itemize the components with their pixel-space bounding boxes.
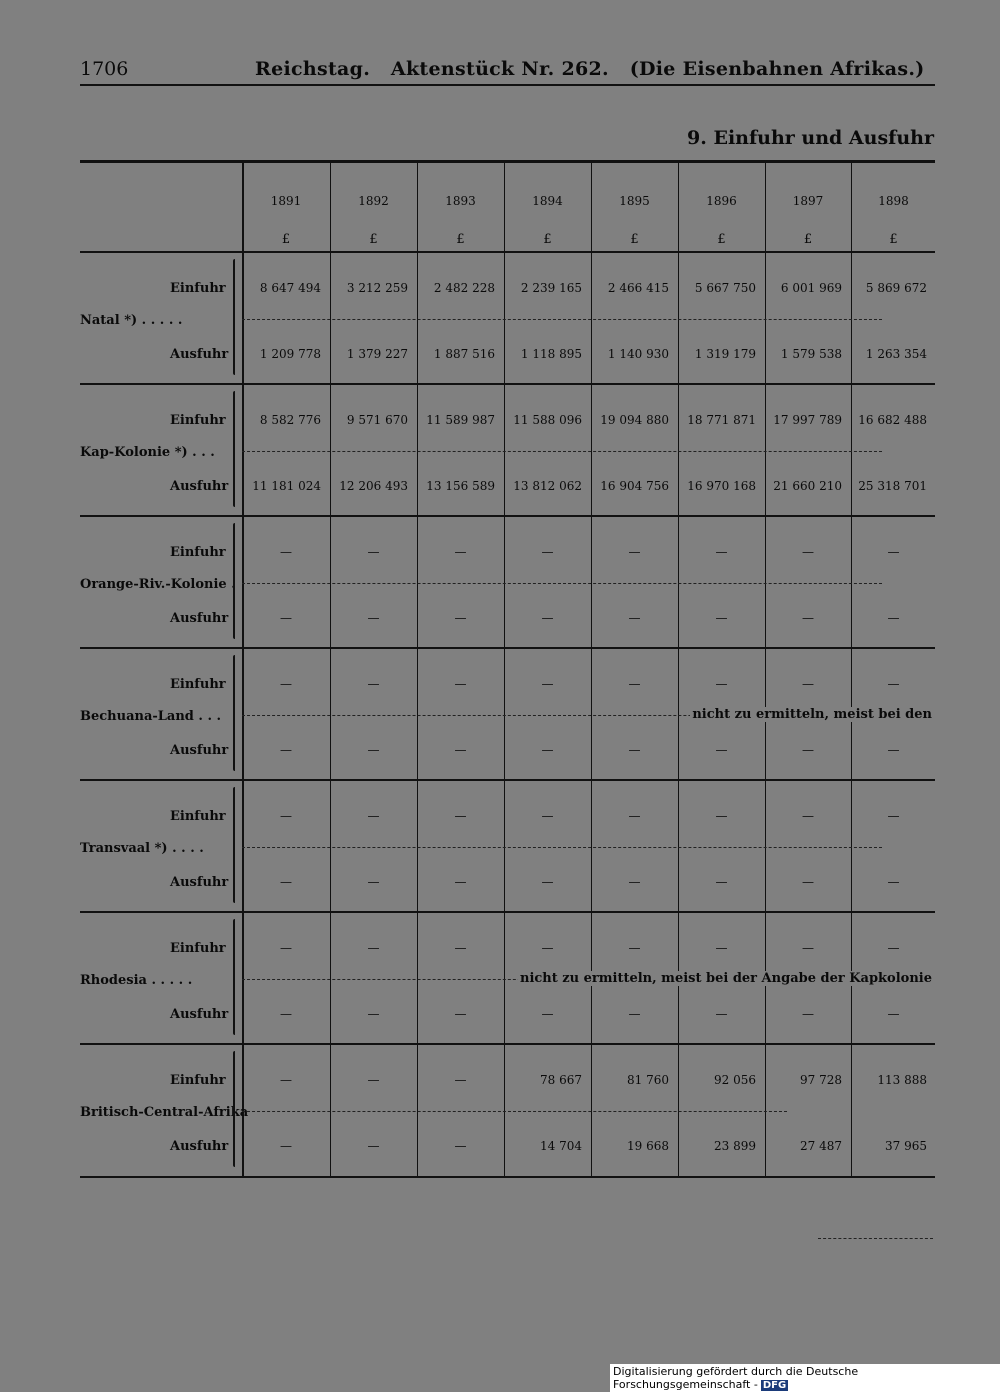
import-label: Einfuhr (170, 413, 226, 428)
import-value: — (628, 809, 641, 823)
export-label: Ausfuhr (170, 479, 229, 494)
import-value: — (628, 677, 641, 691)
import-value: 97 728 (800, 1073, 842, 1087)
import-value: — (802, 677, 814, 691)
leader-dashes (242, 583, 882, 584)
column-divider (591, 162, 592, 1176)
export-value: — (887, 875, 900, 889)
country-label: Kap-Kolonie *) . . . (80, 445, 215, 460)
header-rule (80, 84, 935, 86)
row-brace (233, 1051, 235, 1167)
closing-rule (818, 1238, 933, 1239)
export-value: 14 704 (540, 1139, 582, 1153)
import-value: — (454, 1073, 467, 1087)
footer-credit (610, 1364, 1000, 1392)
export-value: — (715, 743, 728, 757)
year-header: 1896 (706, 194, 737, 208)
import-value: 2 482 228 (433, 281, 495, 295)
import-value: — (887, 545, 900, 559)
import-value: 5 869 672 (865, 281, 927, 295)
dfg-logo: DFG (762, 1380, 787, 1391)
row-brace (233, 391, 235, 507)
import-value: — (280, 1073, 292, 1087)
year-header: 1894 (532, 194, 563, 208)
country-label: Bechuana-Land . . . (80, 709, 222, 724)
export-value: — (715, 1007, 728, 1021)
import-value: 11 588 096 (513, 413, 582, 427)
import-value: 2 239 165 (520, 281, 582, 295)
import-value: — (541, 677, 554, 691)
currency-unit: £ (456, 232, 465, 247)
export-value: — (367, 1007, 380, 1021)
export-value: 16 904 756 (600, 479, 669, 493)
export-value: 1 579 538 (780, 347, 842, 361)
country-label: Transvaal *) . . . . (80, 841, 204, 856)
export-value: 1 887 516 (433, 347, 495, 361)
import-label: Einfuhr (170, 809, 226, 824)
import-label: Einfuhr (170, 281, 226, 296)
footnote-text: nicht zu ermitteln, meist bei den (692, 707, 932, 722)
country-label: Rhodesia . . . . . (80, 973, 193, 988)
export-value: — (887, 1007, 900, 1021)
footer-text: Digitalisierung gefördert durch die Deutsche Forschungsgemeinschaft - (613, 1365, 859, 1391)
export-value: — (541, 875, 554, 889)
import-value: — (280, 809, 292, 823)
export-value: — (280, 743, 292, 757)
leader-dashes (242, 319, 882, 320)
country-label: Natal *) . . . . . (80, 313, 183, 328)
export-value: 1 140 930 (607, 347, 669, 361)
column-divider (330, 162, 331, 1176)
import-value: 6 001 969 (780, 281, 842, 295)
export-value: 13 156 589 (426, 479, 495, 493)
page-number: 1706 (80, 58, 129, 80)
group-divider (80, 383, 935, 385)
import-value: 92 056 (714, 1073, 756, 1087)
import-value: 11 589 987 (426, 413, 495, 427)
currency-unit: £ (889, 232, 898, 247)
export-value: — (454, 743, 467, 757)
export-value: — (454, 875, 467, 889)
export-value: — (802, 875, 814, 889)
export-value: — (541, 743, 554, 757)
export-value: 27 487 (800, 1139, 842, 1153)
export-value: 1 263 354 (865, 347, 927, 361)
import-value: — (887, 941, 900, 955)
currency-unit: £ (630, 232, 639, 247)
import-value: 5 667 750 (694, 281, 756, 295)
import-value: — (802, 941, 814, 955)
export-label: Ausfuhr (170, 611, 229, 626)
export-value: 25 318 701 (858, 479, 927, 493)
year-header: 1892 (358, 194, 389, 208)
currency-unit: £ (717, 232, 726, 247)
export-value: — (367, 743, 380, 757)
export-value: — (802, 1007, 814, 1021)
column-divider (765, 162, 766, 1176)
export-value: — (454, 611, 467, 625)
column-divider (504, 162, 505, 1176)
section-title: 9. Einfuhr und Ausfuhr (687, 127, 934, 149)
export-label: Ausfuhr (170, 347, 229, 362)
export-value: — (367, 875, 380, 889)
year-header: 1895 (619, 194, 650, 208)
import-value: — (454, 941, 467, 955)
export-value: — (628, 875, 641, 889)
export-value: — (715, 875, 728, 889)
export-value: — (887, 743, 900, 757)
import-value: — (715, 941, 728, 955)
export-value: 1 379 227 (346, 347, 408, 361)
import-value: 8 582 776 (259, 413, 321, 427)
export-label: Ausfuhr (170, 743, 229, 758)
row-brace (233, 259, 235, 375)
import-value: 2 466 415 (607, 281, 669, 295)
import-value: — (367, 545, 380, 559)
export-value: — (541, 1007, 554, 1021)
export-value: — (802, 743, 814, 757)
leader-dashes (242, 1111, 787, 1112)
export-value: — (454, 1007, 467, 1021)
export-value: 1 118 895 (520, 347, 582, 361)
import-value: — (887, 809, 900, 823)
import-value: — (280, 941, 292, 955)
import-label: Einfuhr (170, 545, 226, 560)
import-value: 78 667 (540, 1073, 582, 1087)
import-value: 81 760 (627, 1073, 669, 1087)
column-divider (851, 162, 852, 1176)
export-value: — (887, 611, 900, 625)
import-value: 16 682 488 (858, 413, 927, 427)
export-value: 23 899 (714, 1139, 756, 1153)
year-header: 1891 (270, 194, 302, 208)
export-value: — (280, 1139, 292, 1153)
export-label: Ausfuhr (170, 1007, 229, 1022)
export-value: 12 206 493 (339, 479, 408, 493)
leader-dashes (242, 847, 882, 848)
import-value: 8 647 494 (259, 281, 321, 295)
import-value: — (367, 941, 380, 955)
column-divider (242, 162, 244, 1176)
row-brace (233, 523, 235, 639)
country-label: Britisch-Central-Afrika (80, 1105, 249, 1120)
import-value: 9 571 670 (346, 413, 408, 427)
export-value: 1 209 778 (259, 347, 321, 361)
import-value: — (367, 809, 380, 823)
row-brace (233, 655, 235, 771)
export-value: — (280, 611, 292, 625)
export-value: 11 181 024 (252, 479, 321, 493)
import-value: 17 997 789 (773, 413, 842, 427)
export-value: — (454, 1139, 467, 1153)
year-header: 1897 (792, 194, 824, 208)
running-title: Reichstag. Aktenstück Nr. 262. (Die Eisenbahnen Afrikas.) (255, 58, 925, 80)
leader-dashes (242, 451, 882, 452)
import-label: Einfuhr (170, 677, 226, 692)
import-value: — (454, 677, 467, 691)
group-divider (80, 515, 935, 517)
group-divider (80, 779, 935, 781)
import-value: — (715, 809, 728, 823)
column-divider (678, 162, 679, 1176)
import-value: — (887, 677, 900, 691)
export-value: 13 812 062 (513, 479, 582, 493)
row-brace (233, 919, 235, 1035)
export-value: 37 965 (885, 1139, 927, 1153)
export-value: — (367, 611, 380, 625)
import-value: — (280, 545, 292, 559)
header-divider (80, 251, 935, 253)
country-label: Orange-Riv.-Kolonie . (80, 577, 236, 592)
import-value: — (541, 545, 554, 559)
group-divider (80, 911, 935, 913)
import-value: — (802, 809, 814, 823)
import-value: 18 771 871 (687, 413, 756, 427)
column-divider (417, 162, 418, 1176)
footnote-text: nicht zu ermitteln, meist bei der Angabe der Kapkolonie (520, 971, 932, 986)
export-value: 1 319 179 (694, 347, 756, 361)
currency-unit: £ (803, 232, 813, 247)
export-value: — (715, 611, 728, 625)
export-value: — (280, 1007, 292, 1021)
table-top-rule (80, 160, 935, 163)
import-value: 19 094 880 (600, 413, 669, 427)
export-value: 19 668 (627, 1139, 669, 1153)
import-label: Einfuhr (170, 1073, 226, 1088)
export-label: Ausfuhr (170, 1139, 229, 1154)
import-value: — (715, 545, 728, 559)
export-value: — (628, 611, 641, 625)
year-header: 1898 (878, 194, 909, 208)
currency-unit: £ (369, 232, 378, 247)
export-value: — (628, 743, 641, 757)
group-divider (80, 647, 935, 649)
import-label: Einfuhr (170, 941, 226, 956)
export-value: 16 970 168 (687, 479, 756, 493)
import-value: — (367, 677, 380, 691)
import-value: — (802, 545, 814, 559)
import-value: — (280, 677, 292, 691)
export-value: — (280, 875, 292, 889)
import-value: — (715, 677, 728, 691)
table-bottom-rule (80, 1176, 935, 1178)
export-value: — (628, 1007, 641, 1021)
export-value: — (541, 611, 554, 625)
row-brace (233, 787, 235, 903)
import-value: — (628, 545, 641, 559)
import-value: — (454, 545, 467, 559)
import-value: — (541, 941, 554, 955)
export-value: 21 660 210 (773, 479, 842, 493)
import-value: 3 212 259 (346, 281, 408, 295)
export-value: — (367, 1139, 380, 1153)
currency-unit: £ (281, 232, 291, 247)
import-value: 113 888 (877, 1073, 927, 1087)
export-label: Ausfuhr (170, 875, 229, 890)
import-value: — (367, 1073, 380, 1087)
year-header: 1893 (445, 194, 476, 208)
import-value: — (628, 941, 641, 955)
export-value: — (802, 611, 814, 625)
group-divider (80, 1043, 935, 1045)
currency-unit: £ (543, 232, 552, 247)
import-value: — (541, 809, 554, 823)
import-value: — (454, 809, 467, 823)
